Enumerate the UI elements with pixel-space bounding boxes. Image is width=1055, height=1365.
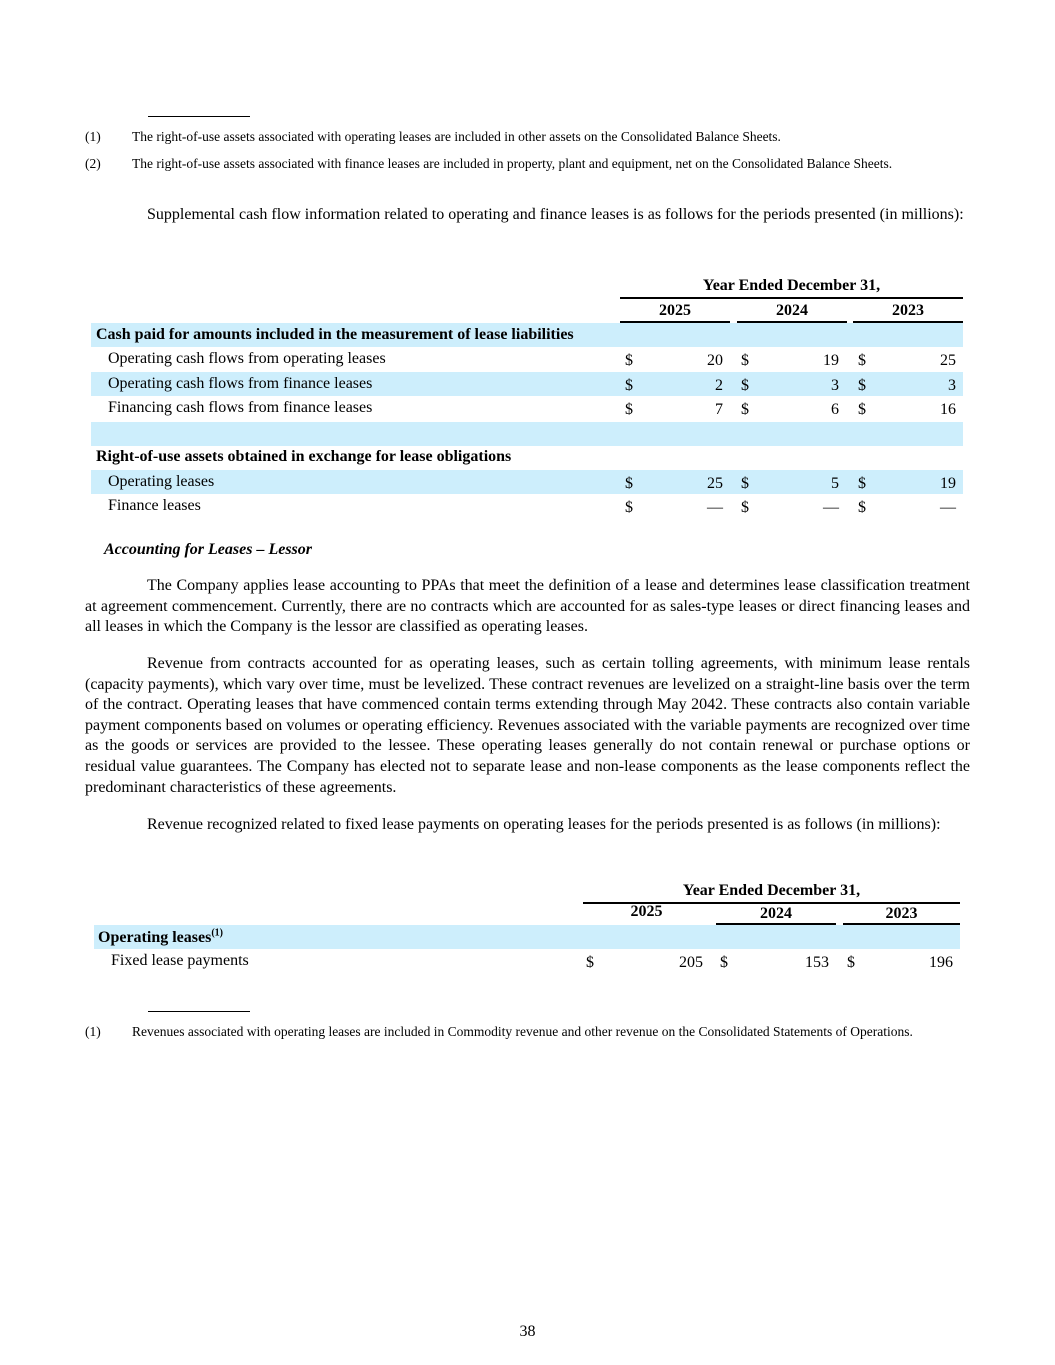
lessor-heading: Accounting for Leases – Lessor [104, 541, 312, 558]
currency-symbol: $ [586, 954, 594, 971]
footnote-bottom-1 [85, 1023, 970, 1041]
footnote-separator-top [148, 116, 250, 117]
table1-year-2025: 2025 [659, 302, 691, 319]
currency-symbol: $ [847, 954, 855, 971]
table2-year-2025: 2025 [630, 903, 663, 920]
value-2024: 3 [831, 377, 839, 394]
value-2023: 19 [940, 475, 956, 492]
row-label: Operating leases [108, 473, 215, 490]
row-band [94, 925, 960, 949]
value-2025: 7 [715, 401, 723, 418]
table1-year-2023: 2023 [892, 302, 924, 319]
row-label: Financing cash flows from finance leases [108, 399, 373, 416]
value-2023: — [940, 499, 956, 516]
row-label: Finance leases [108, 497, 201, 514]
footnote-2 [85, 155, 970, 173]
currency-symbol: $ [741, 499, 749, 516]
header-underline [620, 297, 963, 299]
value-2023: 25 [940, 352, 956, 369]
currency-symbol: $ [858, 401, 866, 418]
value-2025: 20 [707, 352, 723, 369]
row-band-spacer [91, 422, 963, 446]
section-title-operating-leases [98, 928, 223, 948]
value-2024: 19 [823, 352, 839, 369]
value-2024: — [823, 499, 839, 516]
currency-symbol: $ [741, 475, 749, 492]
value-2025: — [707, 499, 723, 516]
value-2024: 6 [831, 401, 839, 418]
lessor-paragraph-3: Revenue recognized related to fixed lease payments on operating leases for the periods presented is as follows (in millions): [147, 816, 941, 833]
footnote-number: (1) [85, 129, 101, 144]
section-title-cash-paid: Cash paid for amounts included in the measurement of lease liabilities [96, 326, 574, 343]
section-title-text: Operating leases [98, 929, 212, 946]
value-2024: 153 [805, 954, 829, 971]
value-2023: 16 [940, 401, 956, 418]
row-label: Fixed lease payments [111, 952, 249, 969]
section-title-rou-assets: Right-of-use assets obtained in exchange for lease obligations [96, 448, 512, 465]
table2-year-2024: 2024 [760, 905, 792, 922]
value-2024: 5 [831, 475, 839, 492]
intro-paragraph: Supplemental cash flow information related to operating and finance leases is as follows for the periods presented (in millions): [147, 206, 964, 223]
currency-symbol: $ [858, 352, 866, 369]
footnote-text: Revenues associated with operating leases are included in Commodity revenue and other revenue on the Consolidated Statements of Operations. [132, 1024, 913, 1039]
value-2023: 196 [929, 954, 953, 971]
table1-period-header: Year Ended December 31, [702, 277, 881, 294]
currency-symbol: $ [741, 377, 749, 394]
currency-symbol: $ [858, 377, 866, 394]
table1-year-2024: 2024 [776, 302, 808, 319]
value-2025: 25 [707, 475, 723, 492]
currency-symbol: $ [741, 352, 749, 369]
footnote-number: (2) [85, 156, 101, 171]
table2-year-2023: 2023 [885, 905, 918, 922]
lessor-paragraph-2: Revenue from contracts accounted for as operating leases, such as certain tolling agreements, with minimum lease rentals (capacity payments), which vary over time, must be levelized. These contract revenues are levelized on a straight-line basis over the term of the contract. Operating leases that have commenced contain terms extending through May 2042. These contracts also contain variable payment components based on volumes or operating efficiency. Revenues associated with the variable payments are recognized over time as the goods or services are provided to the lessee. These operating leases generally do not contain renewal or purchase options or residual value guarantees. The Company has elected not to separate lease and non-lease components as the lease components reflect the predominant characteristics of these agreements. [85, 655, 970, 796]
value-2023: 3 [948, 377, 956, 394]
footnote-text: The right-of-use assets associated with operating leases are included in other assets on the Consolidated Balance Sheets. [132, 129, 781, 144]
currency-symbol: $ [858, 475, 866, 492]
footnote-ref: (1) [211, 927, 223, 939]
footnote-number: (1) [85, 1024, 101, 1039]
row-label: Operating cash flows from operating leases [108, 350, 386, 367]
value-2025: 205 [679, 954, 703, 971]
row-label: Operating cash flows from finance leases [108, 375, 373, 392]
currency-symbol: $ [625, 401, 633, 418]
table2-period-header: Year Ended December 31, [682, 882, 861, 899]
currency-symbol: $ [858, 499, 866, 516]
page-number: 38 [519, 1323, 536, 1340]
footnote-text: The right-of-use assets associated with finance leases are included in property, plant and equipment, net on the Consolidated Balance Sheets. [132, 156, 893, 171]
currency-symbol: $ [741, 401, 749, 418]
currency-symbol: $ [625, 475, 633, 492]
footnote-separator-bottom [148, 1011, 250, 1012]
footnote-1 [85, 128, 970, 146]
currency-symbol: $ [625, 499, 633, 516]
currency-symbol: $ [625, 352, 633, 369]
lessor-paragraph-1: The Company applies lease accounting to PPAs that meet the definition of a lease and determines lease classification treatment at agreement commencement. Currently, there are no contracts which are accounted for as sales-type leases or direct financing leases and all leases in which the Company is the lessor are classified as operating leases. [85, 577, 970, 636]
value-2025: 2 [715, 377, 723, 394]
currency-symbol: $ [625, 377, 633, 394]
currency-symbol: $ [720, 954, 728, 971]
